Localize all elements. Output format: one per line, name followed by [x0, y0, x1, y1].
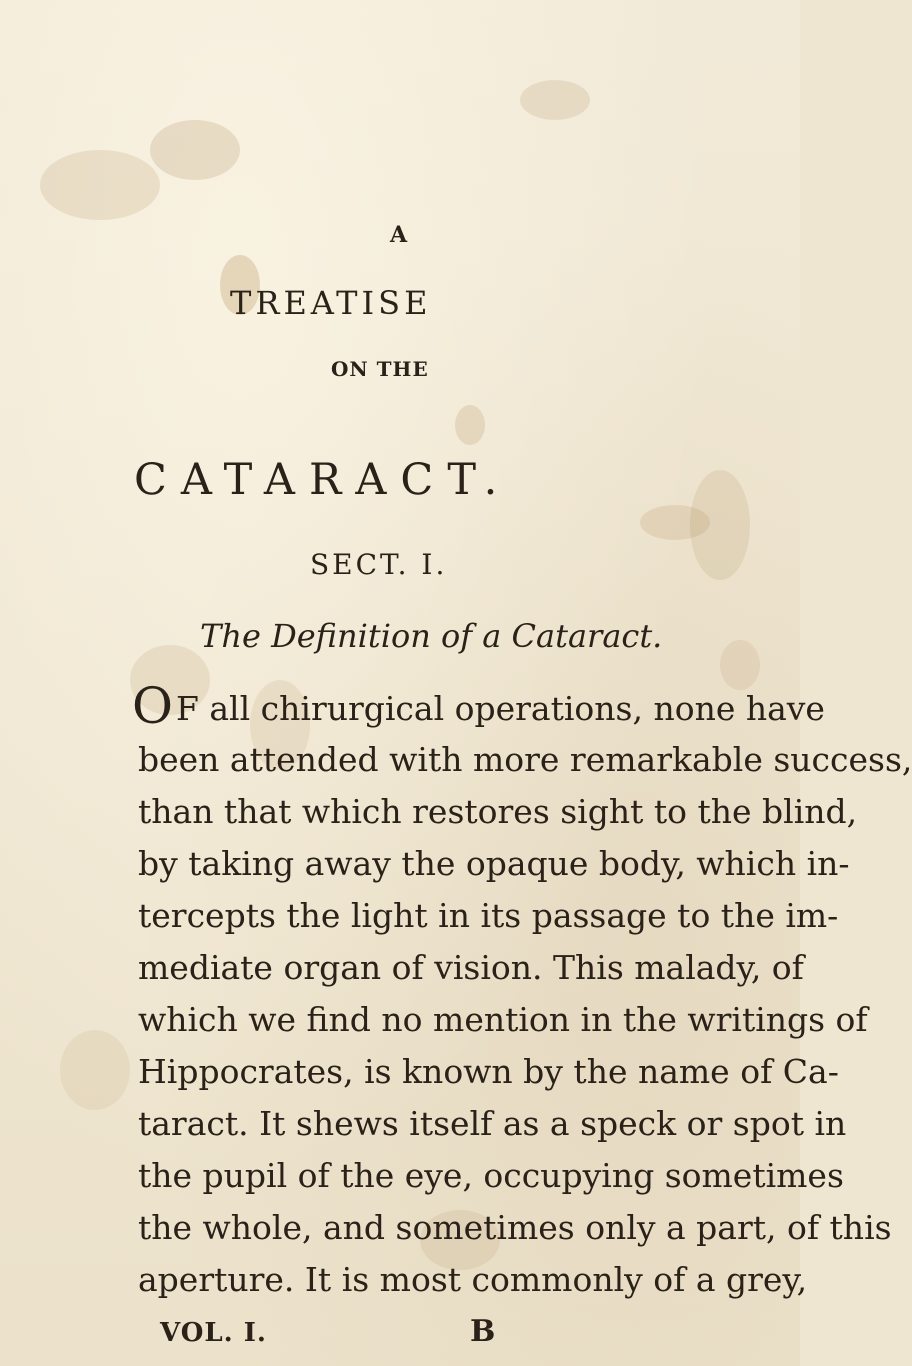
- body-line: tercepts the light in its passage to the im-: [138, 896, 839, 935]
- body-line: taract. It shews itself as a speck or spot in: [138, 1104, 847, 1143]
- foxing-spot: [520, 80, 590, 120]
- foxing-spot: [640, 505, 710, 540]
- signature-mark: B: [470, 1314, 496, 1349]
- foxing-spot: [455, 405, 485, 445]
- body-line: F all chirurgical operations, none have: [176, 689, 825, 728]
- body-line: by taking away the opaque body, which in-: [138, 844, 850, 883]
- title-on-the: ON THE: [331, 357, 429, 381]
- section-title: The Definition of a Cataract.: [200, 617, 663, 655]
- drop-cap: O: [132, 677, 173, 735]
- body-line: Hippocrates, is known by the name of Ca-: [138, 1052, 839, 1091]
- section-number: SECT. I.: [310, 548, 448, 581]
- foxing-spot: [40, 150, 160, 220]
- body-line: which we find no mention in the writings of: [138, 1000, 868, 1039]
- title-article: A: [390, 222, 408, 248]
- title-cataract: CATARACT.: [134, 455, 512, 505]
- body-line: aperture. It is most commonly of a grey,: [138, 1260, 808, 1299]
- foxing-spot: [150, 120, 240, 180]
- body-line: the pupil of the eye, occupying sometimes: [138, 1156, 844, 1195]
- body-line: than that which restores sight to the blind,: [138, 792, 858, 831]
- body-line: the whole, and sometimes only a part, of this: [138, 1208, 892, 1247]
- body-line: mediate organ of vision. This malady, of: [138, 948, 804, 987]
- body-line: been attended with more remarkable success,: [138, 740, 912, 779]
- title-treatise: TREATISE: [230, 284, 432, 322]
- volume-mark: VOL. I.: [160, 1318, 267, 1348]
- foxing-spot: [720, 640, 760, 690]
- foxing-spot: [60, 1030, 130, 1110]
